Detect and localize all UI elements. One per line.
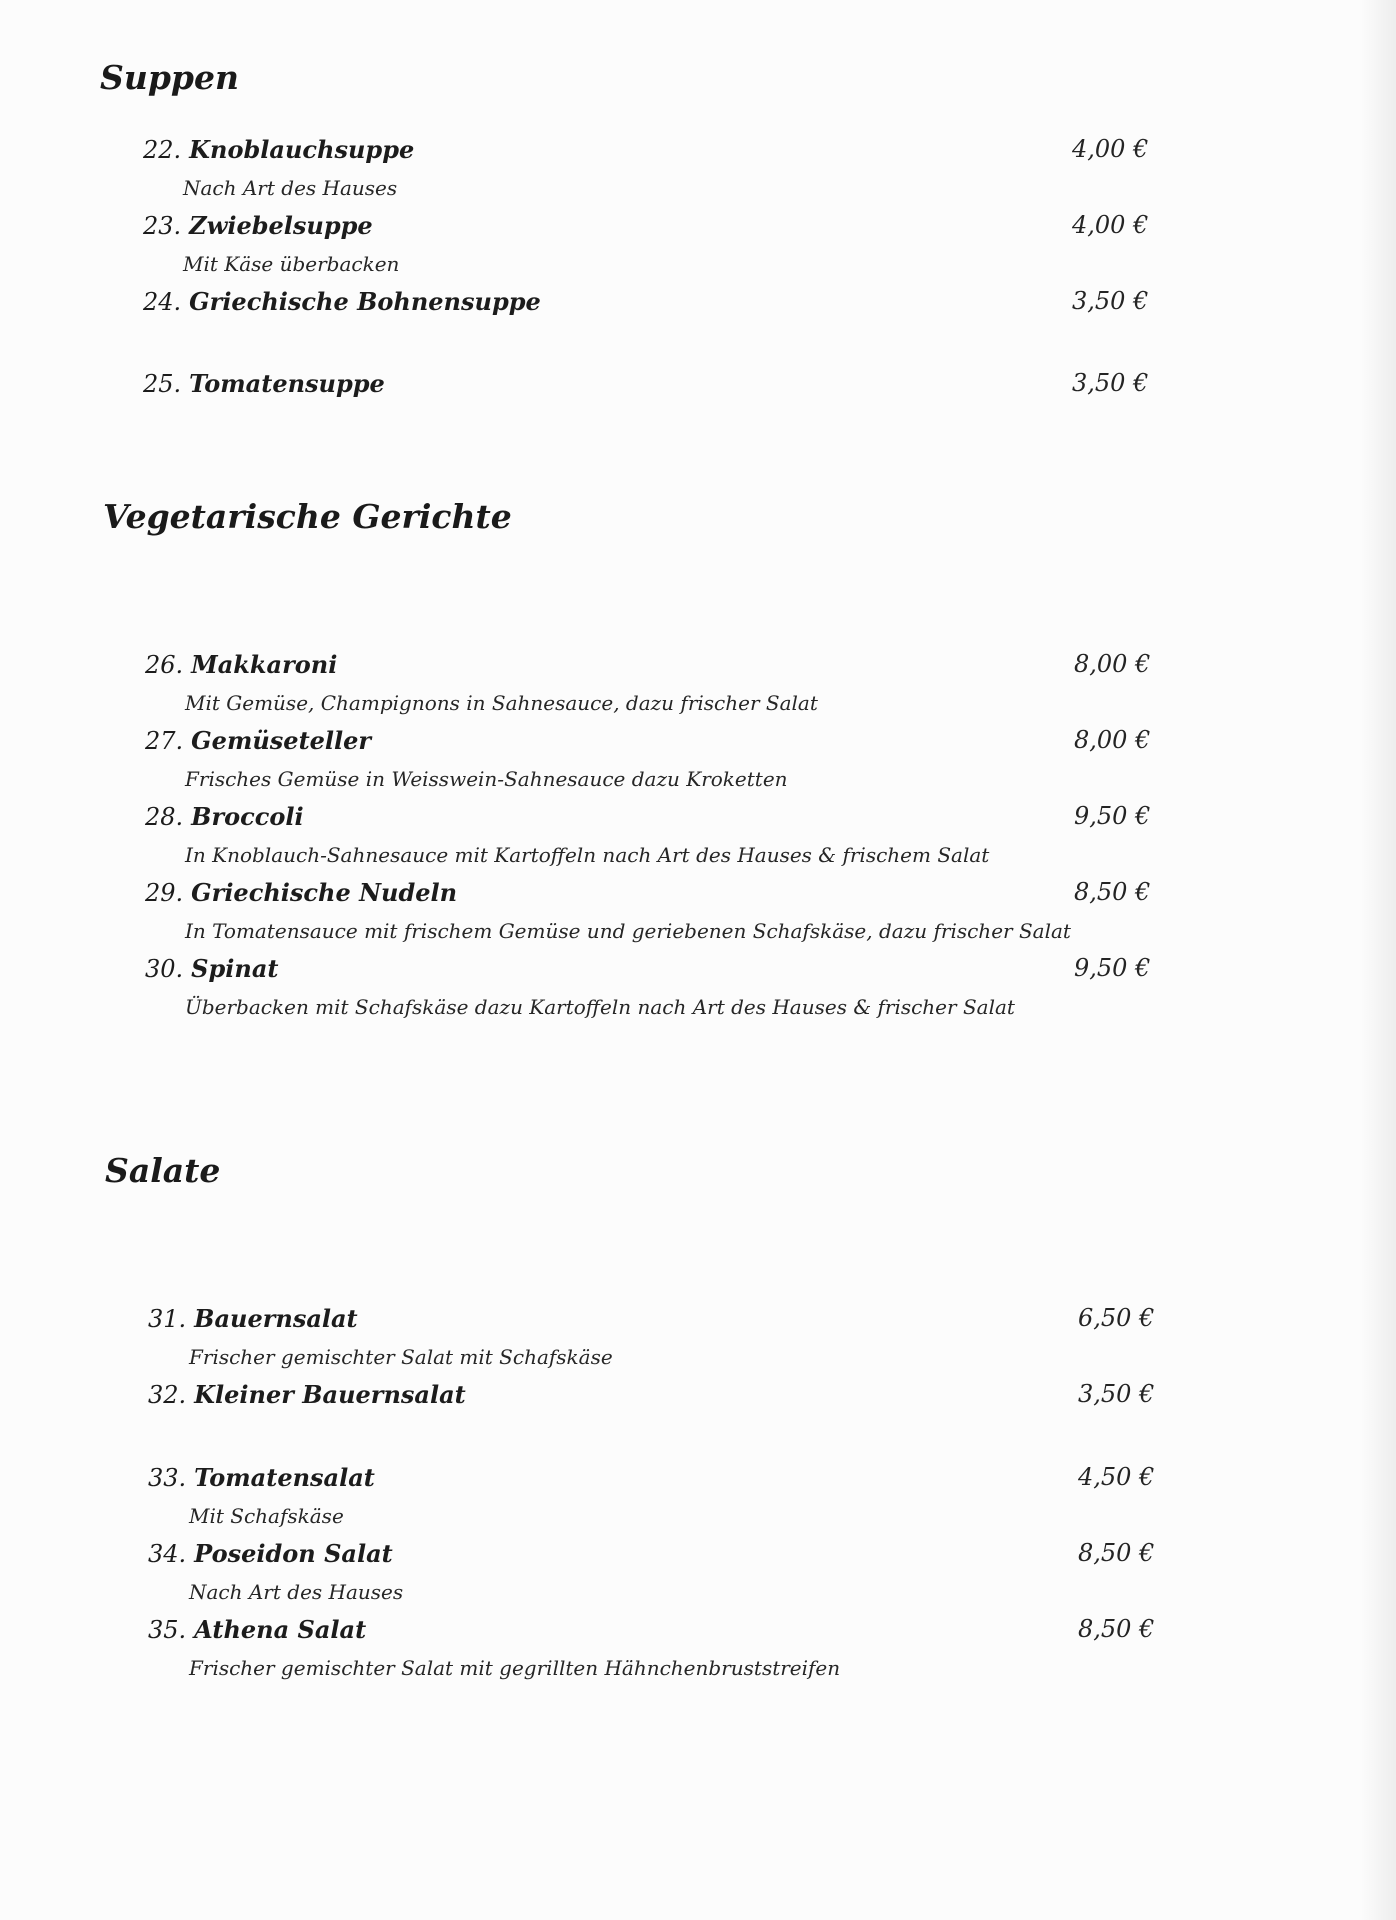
menu-item-price: 8,00 € — [1074, 726, 1151, 754]
menu-item-price: 4,50 € — [1078, 1463, 1155, 1491]
menu-item-number: 35. — [148, 1616, 187, 1644]
menu-item-title: Griechische Bohnensuppe — [189, 287, 541, 316]
menu-item-description: Mit Gemüse, Champignons in Sahnesauce, dazu frischer Salat — [185, 691, 818, 715]
menu-item-price: 3,50 € — [1072, 369, 1149, 397]
menu-item-name — [145, 726, 371, 755]
menu-item-number: 28. — [145, 803, 184, 831]
menu-item-name — [148, 1463, 375, 1492]
menu-item-title: Tomatensalat — [194, 1463, 375, 1492]
menu-item-description: In Tomatensauce mit frischem Gemüse und geriebenen Schafskäse, dazu frischer Salat — [185, 919, 1071, 943]
menu-item-description: Nach Art des Hauses — [183, 176, 398, 200]
paper-edge-shadow — [1360, 0, 1396, 1920]
menu-item-description: Nach Art des Hauses — [189, 1580, 404, 1604]
menu-item-name — [145, 954, 279, 983]
menu-item-description: Mit Schafskäse — [189, 1504, 344, 1528]
section-title-vegetarische-gerichte: Vegetarische Gerichte — [103, 497, 512, 536]
menu-item-number: 30. — [145, 955, 184, 983]
menu-item-description: Überbacken mit Schafskäse dazu Kartoffeln nach Art des Hauses & frischer Salat — [185, 995, 1015, 1019]
section-title-salate: Salate — [105, 1151, 221, 1190]
menu-item-description: In Knoblauch-Sahnesauce mit Kartoffeln nach Art des Hauses & frischem Salat — [185, 843, 990, 867]
menu-item-title: Knoblauchsuppe — [189, 135, 415, 164]
menu-item-number: 33. — [148, 1464, 187, 1492]
menu-item-title: Poseidon Salat — [194, 1539, 393, 1568]
menu-item-name — [145, 650, 337, 679]
menu-item-title: Bauernsalat — [194, 1304, 358, 1333]
menu-item-price: 8,00 € — [1074, 650, 1151, 678]
menu-item-number: 29. — [145, 879, 184, 907]
menu-item-title: Kleiner Bauernsalat — [194, 1380, 466, 1409]
menu-item-number: 32. — [148, 1381, 187, 1409]
menu-item-price: 4,00 € — [1072, 211, 1149, 239]
menu-item-number: 22. — [143, 136, 182, 164]
menu-item-price: 8,50 € — [1078, 1539, 1155, 1567]
menu-item-price: 4,00 € — [1072, 135, 1149, 163]
menu-item-name — [148, 1615, 366, 1644]
menu-item-number: 23. — [143, 212, 182, 240]
menu-item-name — [145, 878, 457, 907]
menu-item-price: 8,50 € — [1078, 1615, 1155, 1643]
menu-item-name — [148, 1304, 358, 1333]
menu-item-title: Spinat — [191, 954, 279, 983]
menu-item-title: Tomatensuppe — [189, 369, 385, 398]
menu-item-price: 3,50 € — [1072, 287, 1149, 315]
menu-item-price: 8,50 € — [1074, 878, 1151, 906]
menu-item-name — [143, 135, 414, 164]
menu-item-price: 9,50 € — [1074, 802, 1151, 830]
menu-item-title: Griechische Nudeln — [191, 878, 458, 907]
menu-item-title: Makkaroni — [191, 650, 338, 679]
menu-item-description: Mit Käse überbacken — [183, 252, 400, 276]
menu-item-price: 6,50 € — [1078, 1304, 1155, 1332]
menu-item-description: Frischer gemischter Salat mit gegrillten Hähnchenbruststreifen — [189, 1656, 841, 1680]
menu-item-number: 27. — [145, 727, 184, 755]
menu-item-name — [143, 287, 541, 316]
menu-item-name — [148, 1539, 393, 1568]
menu-item-number: 34. — [148, 1540, 187, 1568]
menu-item-number: 26. — [145, 651, 184, 679]
menu-item-number: 25. — [143, 370, 182, 398]
menu-item-description: Frisches Gemüse in Weisswein-Sahnesauce dazu Kroketten — [185, 767, 788, 791]
menu-item-name — [143, 211, 373, 240]
menu-item-number: 31. — [148, 1305, 187, 1333]
menu-item-description: Frischer gemischter Salat mit Schafskäse — [189, 1345, 613, 1369]
menu-item-title: Gemüseteller — [191, 726, 372, 755]
section-title-suppen: Suppen — [100, 58, 239, 97]
menu-item-name — [145, 802, 304, 831]
menu-item-title: Zwiebelsuppe — [189, 211, 373, 240]
menu-item-number: 24. — [143, 288, 182, 316]
menu-item-name — [143, 369, 385, 398]
menu-item-price: 3,50 € — [1078, 1380, 1155, 1408]
menu-item-name — [148, 1380, 466, 1409]
menu-item-price: 9,50 € — [1074, 954, 1151, 982]
menu-item-title: Broccoli — [191, 802, 304, 831]
menu-item-title: Athena Salat — [194, 1615, 367, 1644]
